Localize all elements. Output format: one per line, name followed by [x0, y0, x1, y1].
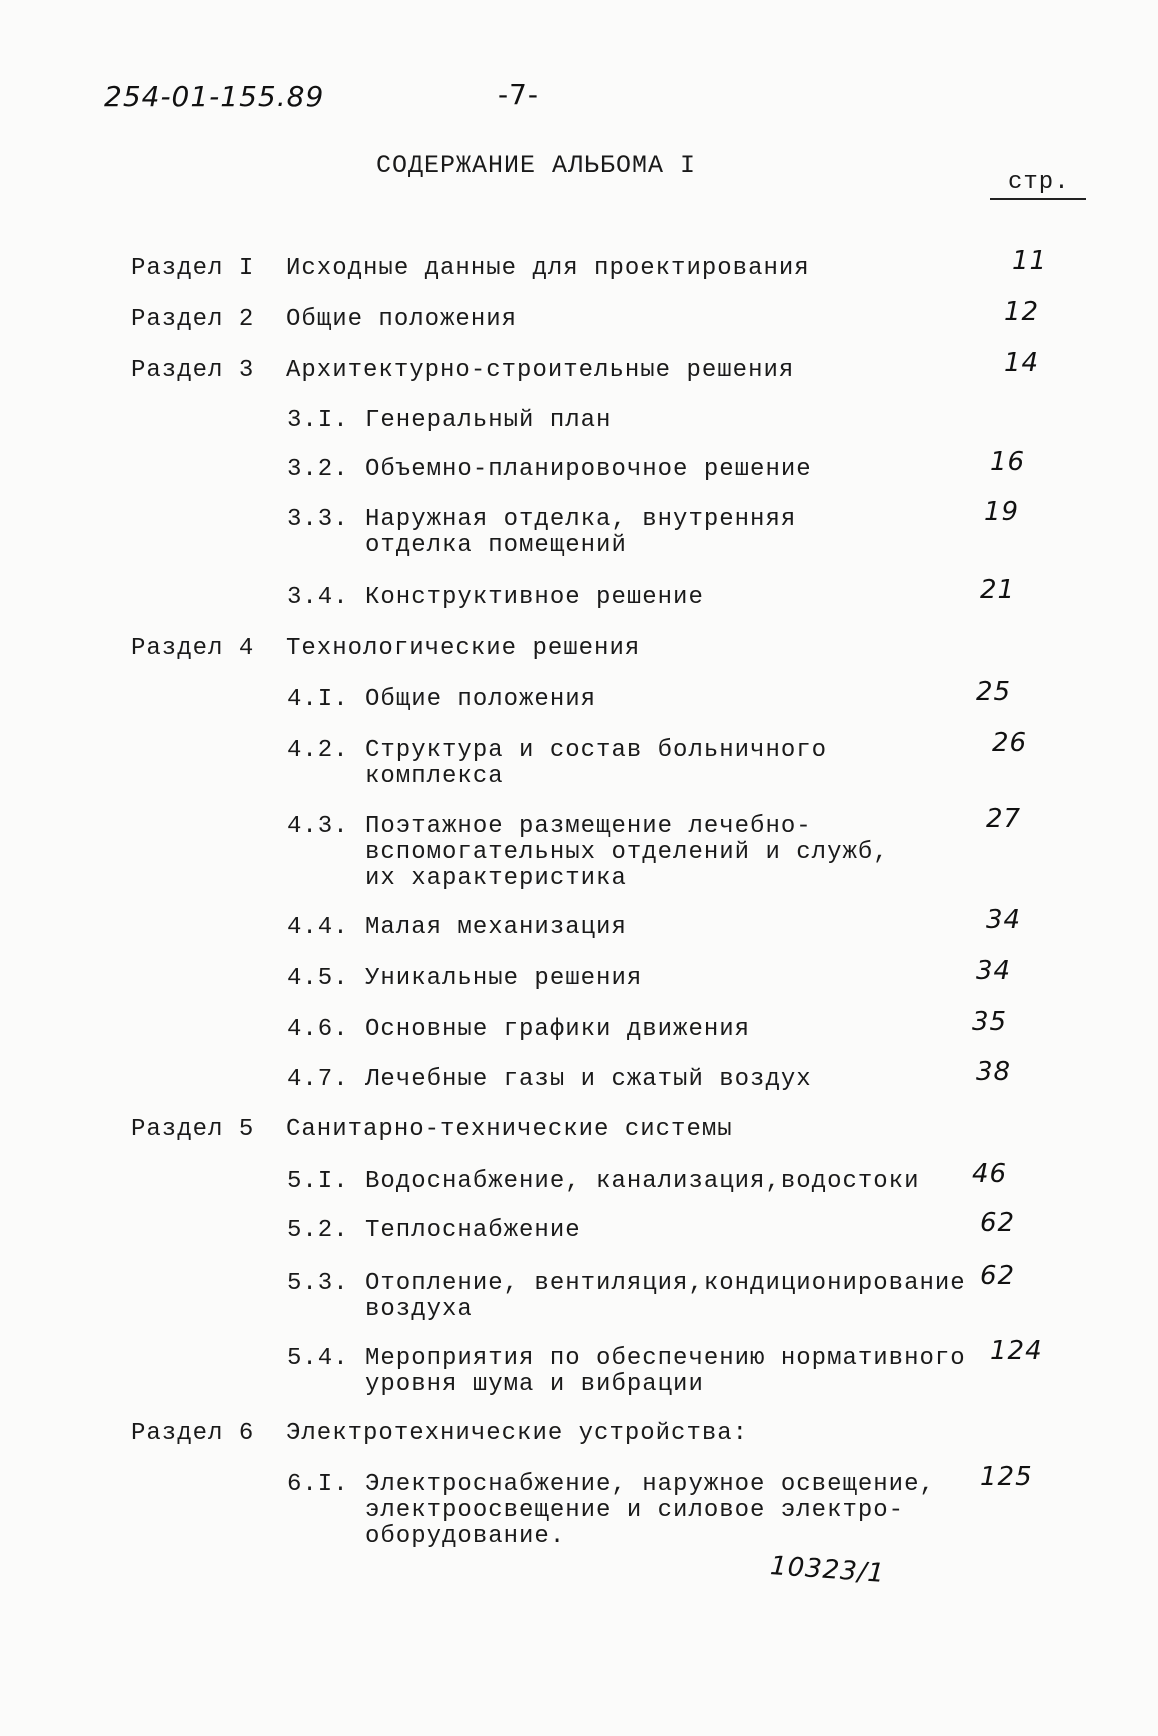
entry-page-number: 46 [972, 1159, 1008, 1189]
page-title: СОДЕРЖАНИЕ АЛЬБОМА I [376, 151, 697, 180]
entry-title-line: Электроснабжение, наружное освещение, [365, 1471, 935, 1498]
entry-title-line: Исходные данные для проектирования [286, 255, 810, 282]
entry-page-number: 27 [986, 804, 1022, 834]
entry-page-number: 19 [984, 497, 1020, 527]
subsection-number: 3.4. [287, 584, 349, 611]
subsection-number: 5.2. [287, 1217, 349, 1244]
section-label: Раздел 3 [131, 357, 255, 384]
section-label: Раздел 6 [131, 1420, 255, 1447]
entry-title-line: Водоснабжение, канализация,водостоки [365, 1168, 920, 1195]
page-column-label: стр. [1008, 169, 1070, 196]
subsection-number: 4.3. [287, 813, 349, 840]
subsection-number: 5.I. [287, 1168, 349, 1195]
entry-title-line: Общие положения [286, 306, 518, 333]
subsection-number: 4.4. [287, 914, 349, 941]
subsection-number: 4.6. [287, 1016, 349, 1043]
entry-page-number: 34 [986, 905, 1022, 935]
entry-title-line: Структура и состав больничного [365, 737, 828, 764]
page-column-underline [990, 198, 1086, 200]
entry-title-line: Теплоснабжение [365, 1217, 581, 1244]
entry-page-number: 12 [1004, 297, 1040, 327]
document-code: 254-01-155.89 [104, 80, 325, 113]
entry-title-line: Конструктивное решение [365, 584, 704, 611]
subsection-number: 4.2. [287, 737, 349, 764]
entry-title-line: вспомогательных отделений и служб, [365, 839, 889, 866]
subsection-number: 6.I. [287, 1471, 349, 1498]
entry-title-line: Малая механизация [365, 914, 627, 941]
entry-title-line: Общие положения [365, 686, 597, 713]
entry-title-line: их характеристика [365, 865, 627, 892]
entry-title-line: Лечебные газы и сжатый воздух [365, 1066, 812, 1093]
entry-title-line: комплекса [365, 763, 504, 790]
section-label: Раздел I [131, 255, 255, 282]
entry-title-line: Электротехнические устройства: [286, 1420, 749, 1447]
entry-title-line: Основные графики движения [365, 1016, 751, 1043]
section-label: Раздел 2 [131, 306, 255, 333]
entry-title-line: отделка помещений [365, 532, 627, 559]
entry-page-number: 14 [1004, 348, 1040, 378]
entry-title-line: электроосвещение и силовое электро- [365, 1497, 905, 1524]
entry-title-line: Технологические решения [286, 635, 641, 662]
entry-page-number: 62 [980, 1208, 1016, 1238]
entry-title-line: Генеральный план [365, 407, 612, 434]
entry-page-number: 26 [992, 728, 1028, 758]
entry-page-number: 21 [980, 575, 1016, 605]
entry-title-line: Отопление, вентиляция,кондиционирование [365, 1270, 966, 1297]
entry-title-line: Уникальные решения [365, 965, 643, 992]
subsection-number: 3.2. [287, 456, 349, 483]
subsection-number: 4.I. [287, 686, 349, 713]
subsection-number: 5.3. [287, 1270, 349, 1297]
entry-page-number: 62 [980, 1261, 1016, 1291]
entry-page-number: 38 [976, 1057, 1012, 1087]
entry-page-number: 124 [990, 1336, 1043, 1366]
subsection-number: 4.5. [287, 965, 349, 992]
entry-title-line: оборудование. [365, 1523, 566, 1550]
subsection-number: 3.I. [287, 407, 349, 434]
page-number: -7- [498, 78, 540, 111]
entry-title-line: воздуха [365, 1296, 473, 1323]
entry-title-line: Наружная отделка, внутренняя [365, 506, 797, 533]
entry-page-number: 34 [976, 956, 1012, 986]
section-label: Раздел 4 [131, 635, 255, 662]
entry-title-line: Объемно-планировочное решение [365, 456, 812, 483]
inventory-number: 10323/1 [769, 1551, 886, 1589]
entry-title-line: Архитектурно-строительные решения [286, 357, 795, 384]
entry-page-number: 125 [980, 1462, 1033, 1492]
entry-title-line: уровня шума и вибрации [365, 1371, 704, 1398]
subsection-number: 5.4. [287, 1345, 349, 1372]
entry-page-number: 35 [972, 1007, 1008, 1037]
entry-title-line: Поэтажное размещение лечебно- [365, 813, 812, 840]
entry-page-number: 25 [976, 677, 1012, 707]
subsection-number: 3.3. [287, 506, 349, 533]
entry-page-number: 11 [1012, 246, 1048, 276]
entry-title-line: Санитарно-технические системы [286, 1116, 733, 1143]
entry-title-line: Мероприятия по обеспечению нормативного [365, 1345, 966, 1372]
subsection-number: 4.7. [287, 1066, 349, 1093]
entry-page-number: 16 [990, 447, 1026, 477]
section-label: Раздел 5 [131, 1116, 255, 1143]
